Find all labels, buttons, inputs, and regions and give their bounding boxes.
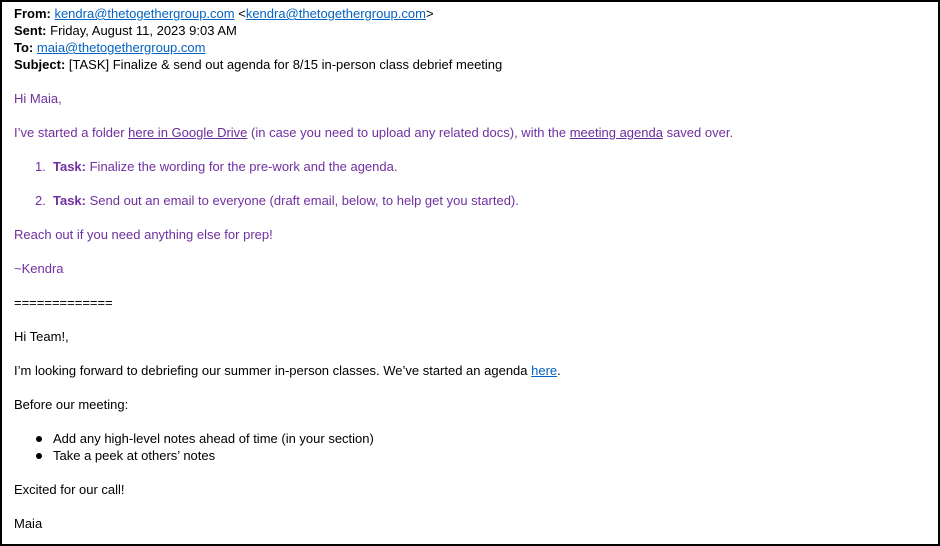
- greeting-team: Hi Team!,: [14, 329, 69, 344]
- bullet-dot-icon: [36, 453, 42, 459]
- before-meeting-text: Before our meeting:: [14, 397, 129, 412]
- subject-value: [TASK] Finalize & send out agenda for 8/15 in-person class debrief meeting: [68, 57, 503, 72]
- task-list: [14, 158, 929, 209]
- bullet-item-1: Add any high-level notes ahead of time (in your section): [14, 430, 929, 447]
- maia-signature: Maia: [14, 516, 43, 531]
- task-item-2: 2. Task: Send out an email to everyone (draft email, below, to help get you started).: [35, 193, 519, 208]
- from-email-link[interactable]: kendra@thetogethergroup.com: [54, 6, 235, 21]
- bullet-dot-icon: [36, 436, 42, 442]
- subject-line: Subject: [TASK] Finalize & send out agenda for 8/15 in-person class debrief meeting: [14, 57, 503, 72]
- bullet-item-2: Take a peek at others’ notes: [14, 447, 929, 464]
- email-content: [14, 5, 929, 532]
- to-email-link[interactable]: maia@thetogethergroup.com: [36, 40, 206, 55]
- from-label: From: [14, 6, 47, 21]
- task-item-1: 1. Task: Finalize the wording for the pre-work and the agenda.: [35, 159, 398, 174]
- greeting-maia: Hi Maia,: [14, 91, 62, 106]
- agenda-here-link[interactable]: here: [531, 363, 558, 378]
- separator-line: =============: [14, 295, 113, 310]
- meeting-agenda-link[interactable]: meeting agenda: [569, 125, 663, 140]
- excited-text: Excited for our call!: [14, 482, 125, 497]
- to-line: To: maia@thetogethergroup.com: [14, 40, 206, 55]
- kendra-signoff: ~Kendra: [14, 261, 64, 276]
- subject-label: Subject: [14, 57, 61, 72]
- reach-out-text: Reach out if you need anything else for prep!: [14, 227, 273, 242]
- sent-label: Sent: [14, 23, 43, 38]
- bullet-list: [14, 430, 929, 464]
- from-email-bracket-link[interactable]: kendra@thetogethergroup.com: [245, 6, 426, 21]
- folder-paragraph: I’ve started a folder here in Google Drive (in case you need to upload any related docs), with the meeting agenda saved over.: [14, 125, 734, 140]
- looking-forward-paragraph: I’m looking forward to debriefing our summer in-person classes. We’ve started an agenda here.: [14, 363, 561, 378]
- to-label: To: [14, 40, 29, 55]
- from-line: From: kendra@thetogethergroup.com <kendra@thetogethergroup.com>: [14, 6, 434, 21]
- google-drive-link[interactable]: here in Google Drive: [128, 125, 248, 140]
- sent-value: Friday, August 11, 2023 9:03 AM: [50, 23, 237, 38]
- sent-line: Sent: Friday, August 11, 2023 9:03 AM: [14, 23, 237, 38]
